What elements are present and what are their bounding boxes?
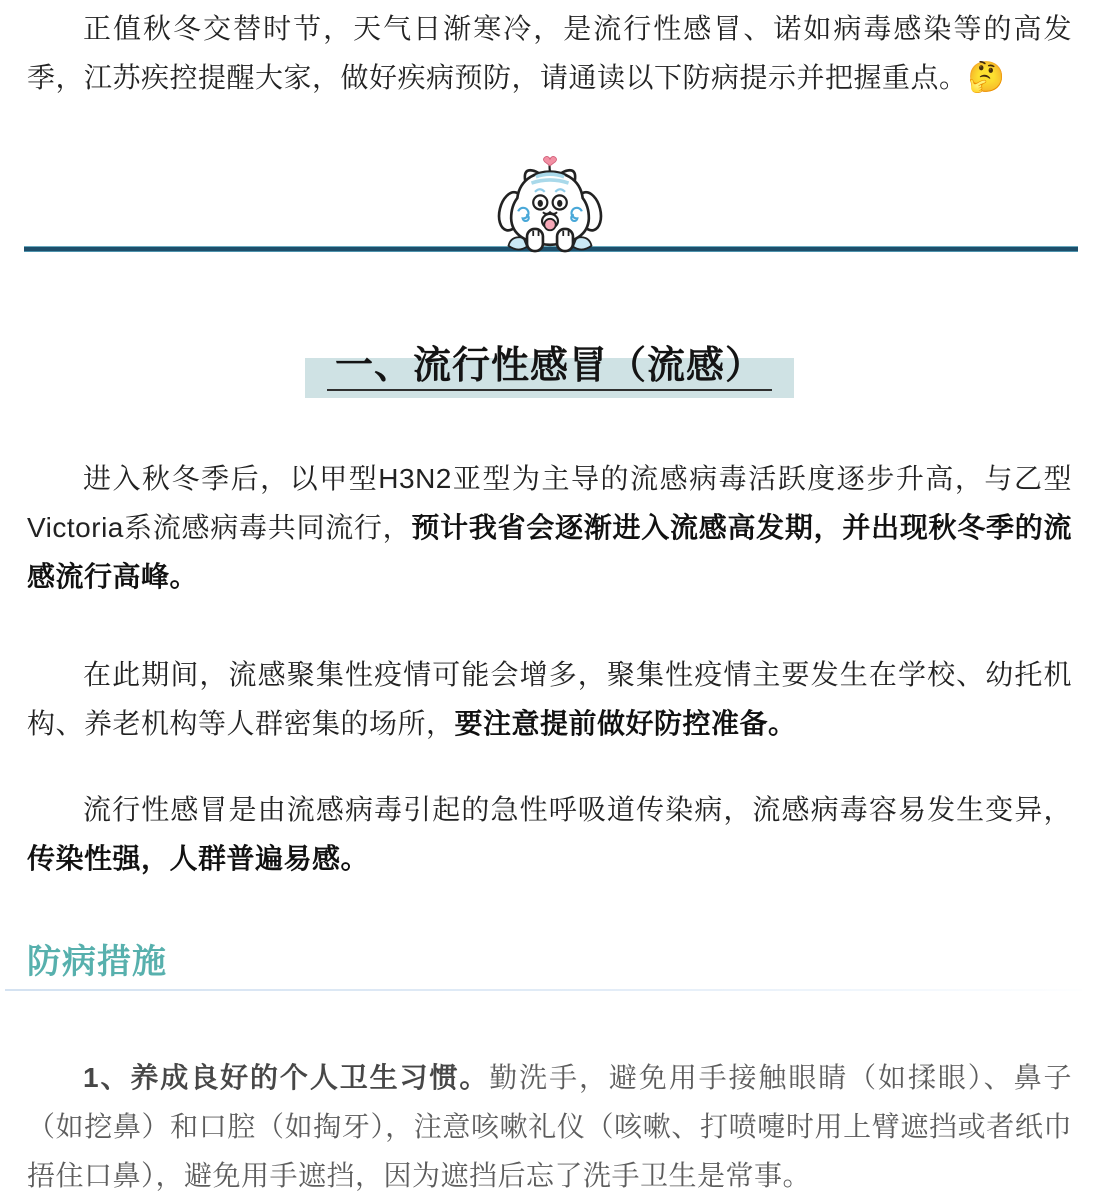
flu-paragraph-3 (27, 785, 1072, 883)
flu-section-heading-highlight (305, 345, 794, 398)
measure-item-1 (27, 1053, 1072, 1200)
intro-text: 正值秋冬交替时节，天气日渐寒冷，是流行性感冒、诺如病毒感染等的高发季，江苏疾控提醒大家，做好疾病预防，请通读以下防病提示并把握重点。 (27, 13, 1072, 93)
intro-paragraph (27, 4, 1072, 102)
measure-item-1-text: 勤洗手，避免用手接触眼睛（如揉眼）、鼻子（如挖鼻）和口腔（如掏牙），注意咳嗽礼仪（咳嗽、打喷嚏时用上臂遮挡或者纸巾捂住口鼻），避免用手遮挡，因为遮挡后忘了洗手卫生是常事。 (27, 1062, 1072, 1191)
flu-paragraph-1-text: 进入秋冬季后，以甲型H3N2亚型为主导的流感病毒活跃度逐步升高，与乙型Victoria系流感病毒共同流行， (27, 463, 1072, 543)
prevention-measures-heading: 防病措施 (27, 943, 167, 981)
prevention-measures-underline (5, 989, 1082, 991)
flu-paragraph-2-text: 在此期间，流感聚集性疫情可能会增多，聚集性疫情主要发生在学校、幼托机构、养老机构等人群密集的场所， (27, 659, 1072, 739)
flu-section-heading: 一、流行性感冒（流感） (327, 344, 772, 391)
flu-section-heading-row (27, 345, 1072, 398)
measure-item-1-lead: 1、养成良好的个人卫生习惯。 (83, 1062, 490, 1093)
flu-paragraph-2 (27, 650, 1072, 748)
flu-paragraph-1-emphasis: 预计我省会逐渐进入流感高发期，并出现秋冬季的流感流行高峰。 (27, 512, 1072, 592)
flu-paragraph-2-emphasis: 要注意提前做好防控准备。 (454, 708, 797, 739)
thinking-face-emoji: 🤔 (967, 61, 1006, 94)
mascot-divider-band (27, 102, 1072, 252)
flu-paragraph-3-emphasis: 传染性强，人群普遍易感。 (27, 843, 370, 874)
flu-paragraph-1 (27, 454, 1072, 601)
cdc-cat-mascot-icon (497, 150, 603, 262)
flu-paragraph-3-text: 流行性感冒是由流感病毒引起的急性呼吸道传染病，流感病毒容易发生变异， (83, 794, 1072, 825)
article-body (0, 4, 1099, 1200)
